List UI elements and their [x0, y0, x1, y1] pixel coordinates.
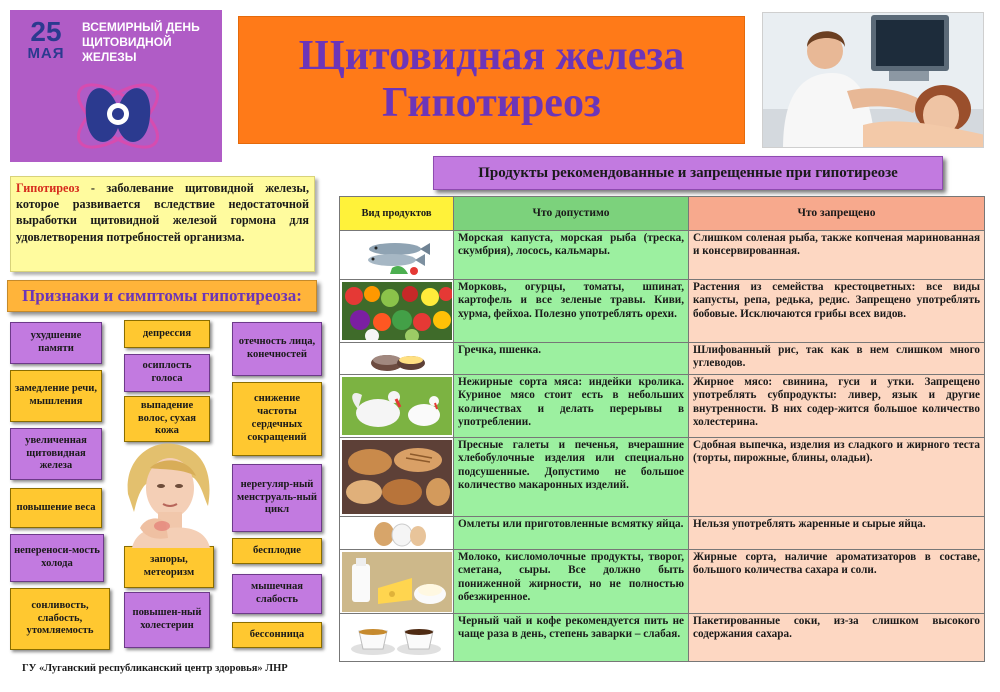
- logo-day: 25: [30, 16, 62, 47]
- allowed-eggs: Омлеты или приготовленные всмятку яйца.: [453, 516, 689, 550]
- forbidden-grains: Шлифованный рис, так как в нем слишком много углеводов.: [688, 342, 985, 375]
- table-row: [340, 550, 986, 614]
- poster-title: [238, 16, 745, 144]
- symptom-constipation: запоры, метеоризм: [124, 546, 214, 588]
- symptom-muscle-weakness: мышечная слабость: [232, 574, 322, 614]
- table-row: [340, 375, 986, 438]
- forbidden-meat: Жирное мясо: свинина, гуси и утки. Запрещено употреблять субпродукты: ливер, язык и другие внутренности. В них содер-жится большое количество холестерина.: [688, 374, 985, 438]
- symptom-cold-intolerance: непереноси-мость холода: [10, 534, 104, 582]
- eggs-icon: [339, 516, 454, 550]
- symptom-hoarse-voice: осиплость голоса: [124, 354, 210, 392]
- woman-neck-pain-illustration: [110, 438, 228, 548]
- forbidden-eggs: Нельзя употреблять жаренные и сырые яйца.: [688, 516, 985, 550]
- symptom-hair-loss: выпадение волос, сухая кожа: [124, 396, 210, 442]
- forbidden-fish: Слишком соленая рыба, также копченая маринованная и консервированная.: [688, 230, 985, 280]
- grain-icon: [339, 342, 454, 375]
- allowed-bakery: Пресные галеты и печенья, вчерашние хлебобулочные изделия или специально подсушенные. Допустимо не большое количество макаронных изделий.: [453, 437, 689, 517]
- forbidden-dairy: Жирные сорта, наличие ароматизаторов в составе, большого количества сахара и соли.: [688, 549, 985, 614]
- symptom-low-heart-rate: снижение частоты сердечных сокращений: [232, 382, 322, 456]
- table-row: [340, 614, 986, 662]
- products-table: [340, 197, 986, 662]
- definition-term: Гипотиреоз: [16, 181, 80, 195]
- column-header-product-type: Вид продуктов: [339, 196, 454, 231]
- forbidden-bakery: Сдобная выпечка, изделия из сладкого и жирного теста (торты, пирожные, блины, оладьи).: [688, 437, 985, 517]
- symptom-edema: отечность лица, конечностей: [232, 322, 322, 376]
- table-row: [340, 438, 986, 517]
- symptom-irregular-cycle: нерегуляр-ный менструаль-ный цикл: [232, 464, 322, 532]
- world-thyroid-day-logo: [10, 10, 222, 162]
- table-row: [340, 280, 986, 343]
- products-heading: Продукты рекомендованные и запрещенные при гипотиреозе: [433, 156, 943, 190]
- logo-line: ВСЕМИРНЫЙ ДЕНЬ: [82, 20, 200, 34]
- title-line-2: Гипотиреоз: [382, 80, 601, 126]
- vegetables-icon: [339, 279, 454, 343]
- tea-icon: [339, 613, 454, 662]
- logo-date: [22, 18, 70, 61]
- dairy-icon: [339, 549, 454, 614]
- logo-line: ЖЕЛЕЗЫ: [82, 50, 137, 64]
- definition-text: - заболевание щитовидной железы, которое развивается вследствие недостаточной выработки щитовидной железой гормона для удовлетворения потребностей организма.: [16, 181, 309, 244]
- symptom-depression: депрессия: [124, 320, 210, 348]
- forbidden-drinks: Пакетированные соки, из-за слишком высокого содержания сахара.: [688, 613, 985, 662]
- symptom-enlarged-thyroid: увеличенная щитовидная железа: [10, 428, 102, 480]
- footer-organization: ГУ «Луганский республиканский центр здоровья» ЛНР: [22, 663, 288, 674]
- table-row: [340, 231, 986, 280]
- allowed-grains: Гречка, пшенка.: [453, 342, 689, 375]
- symptoms-heading: Признаки и симптомы гипотиреоза:: [7, 280, 317, 312]
- symptom-infertility: бесплодие: [232, 538, 322, 564]
- symptom-high-cholesterol: повышен-ный холестерин: [124, 592, 210, 648]
- table-row: [340, 343, 986, 375]
- symptom-memory-impairment: ухудшение памяти: [10, 322, 102, 364]
- allowed-meat: Нежирные сорта мяса: индейки кролика. Куриное мясо стоит есть в небольших количествах и делать перерывы в употреблении.: [453, 374, 689, 438]
- allowed-dairy: Молоко, кисломолочные продукты, творог, сметана, сыры. Все должно быть пониженной жирности, но не полностью обезжиренное.: [453, 549, 689, 614]
- symptom-slow-speech: замедление речи, мышления: [10, 370, 102, 422]
- column-header-forbidden: Что запрещено: [688, 196, 985, 231]
- doctor-ultrasound-photo: [762, 12, 984, 148]
- table-header-row: [340, 197, 986, 231]
- fish-icon: [339, 230, 454, 280]
- allowed-vegetables: Морковь, огурцы, томаты, шпинат, картофель и все зеленые травы. Киви, хурма, фейхоа. Полезно употреблять орехи.: [453, 279, 689, 343]
- bread-icon: [339, 437, 454, 517]
- thyroid-emblem-icon: [68, 68, 168, 160]
- symptom-drowsiness: сонливость, слабость, утомляемость: [10, 588, 110, 650]
- title-line-1: Щитовидная железа: [298, 32, 685, 79]
- turkey-icon: [339, 374, 454, 438]
- symptom-insomnia: бессонница: [232, 622, 322, 648]
- allowed-drinks: Черный чай и кофе рекомендуется пить не чаще раза в день, степень заварки – слабая.: [453, 613, 689, 662]
- logo-line: ЩИТОВИДНОЙ: [82, 35, 172, 49]
- allowed-fish: Морская капуста, морская рыба (треска, скумбрия), лосось, кальмары.: [453, 230, 689, 280]
- symptom-weight-gain: повышение веса: [10, 488, 102, 528]
- table-row: [340, 517, 986, 550]
- logo-caption: [82, 20, 218, 65]
- definition-box: [10, 176, 315, 272]
- forbidden-vegetables: Растения из семейства крестоцветных: все виды капусты, репа, редька, редис. Запрещено употреблять бобовые. Исключаются грибы всех видов.: [688, 279, 985, 343]
- logo-month: МАЯ: [27, 45, 65, 62]
- column-header-allowed: Что допустимо: [453, 196, 689, 231]
